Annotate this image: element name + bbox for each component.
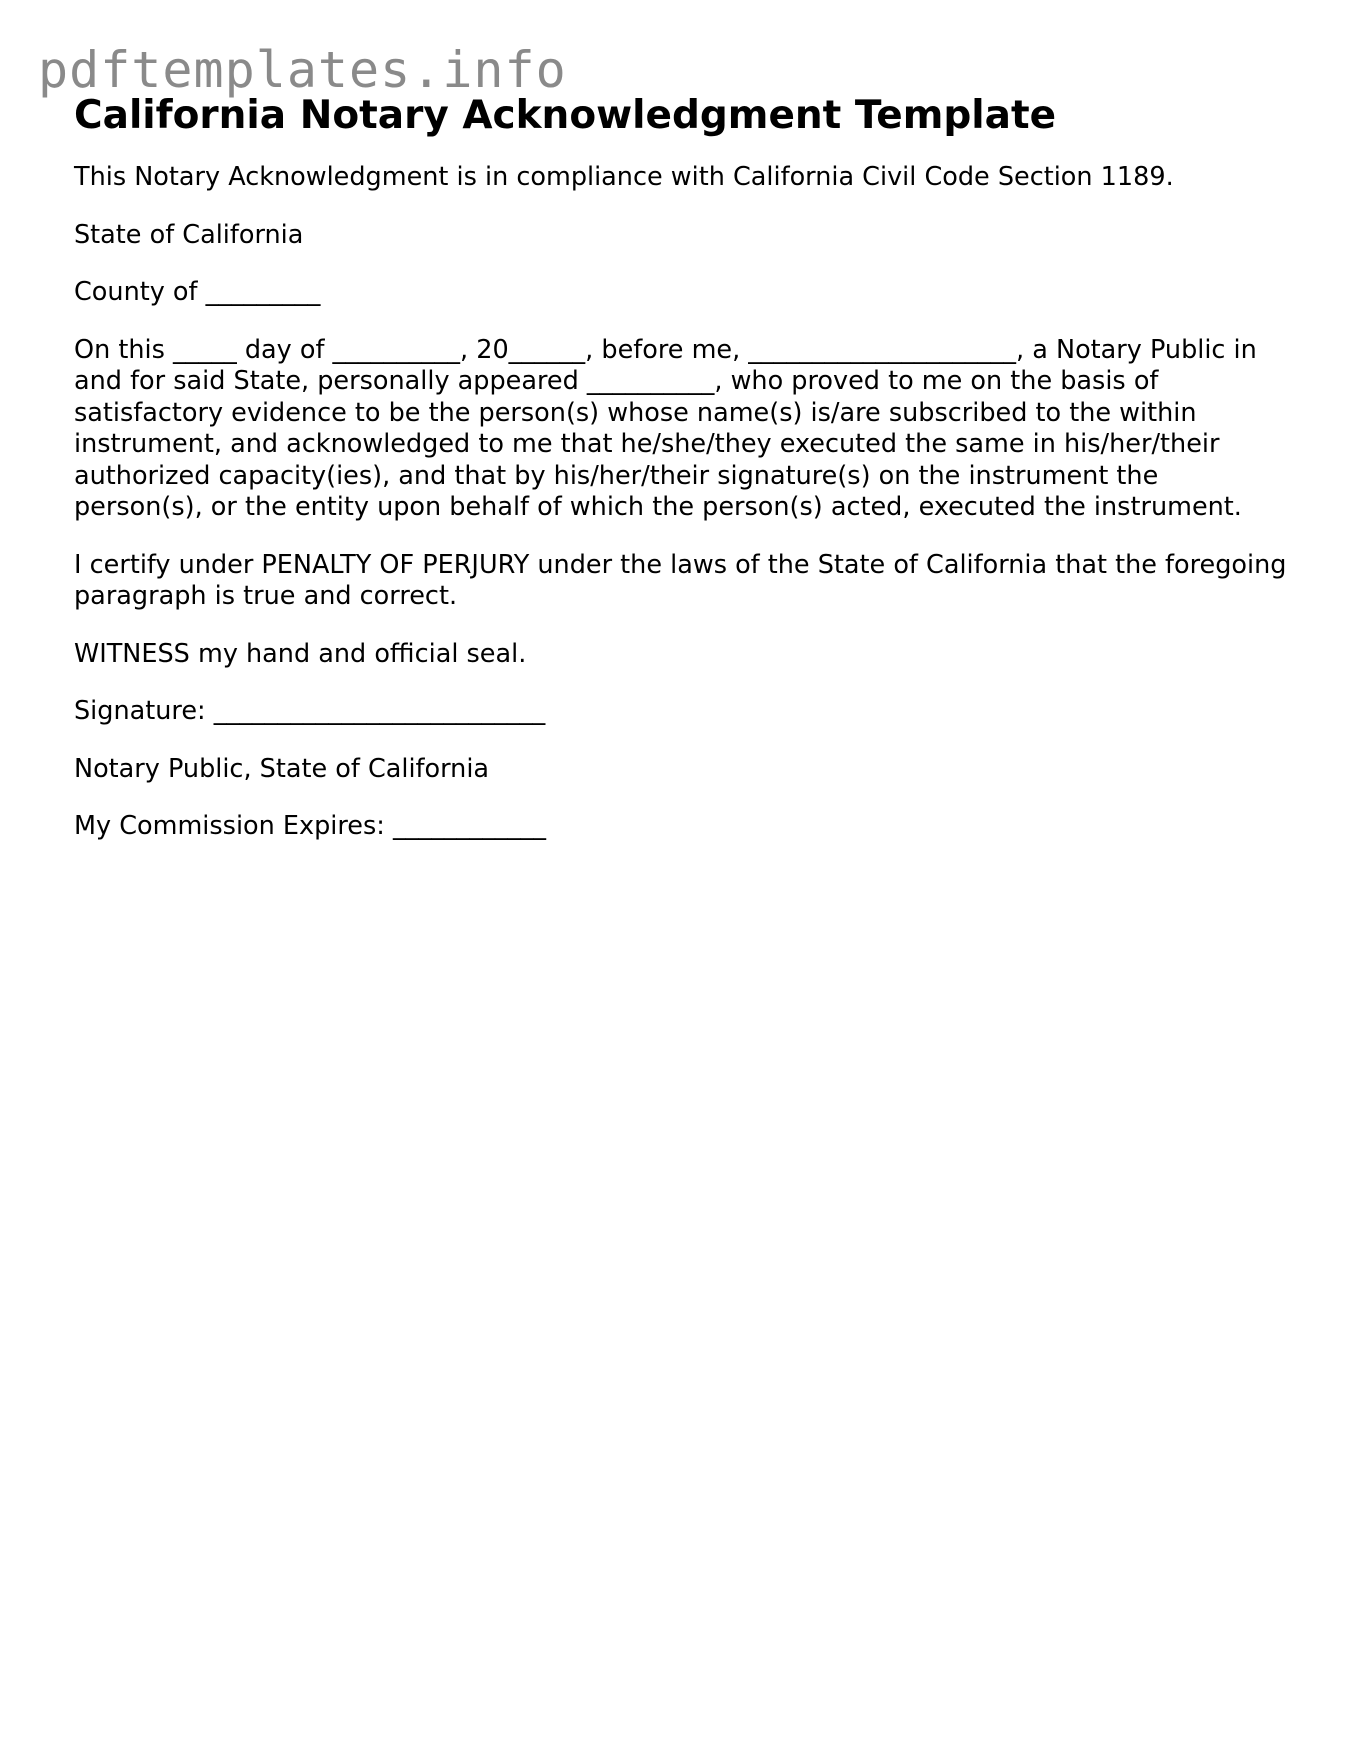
commission-expires-line: My Commission Expires: ____________: [74, 811, 546, 841]
watermark-logo: pdftemplates.info: [38, 41, 567, 99]
certify-paragraph: I certify under PENALTY OF PERJURY under the laws of the State of California that the foregoing paragraph is true and correct.: [74, 549, 1287, 611]
state-line: State of California: [74, 219, 304, 250]
acknowledgment-paragraph: On this _____ day of __________, 20______, before me, _____________________, a Notary Public in and for said State, personally appeared __________, who proved to me on the basis of satisfactory evidence to be the person(s) whose name(s) is/are subscribed to the within instrument, and acknowledged to me that he/she/they executed the same in his/her/their authorized capacity(ies), and that by his/her/their signature(s) on the instrument the person(s), or the entity upon behalf of which the person(s) acted, executed the instrument.: [74, 334, 1257, 522]
county-line: County of _________: [74, 277, 321, 307]
signature-line: Signature: __________________________: [74, 696, 546, 726]
intro-paragraph: This Notary Acknowledgment is in compliance with California Civil Code Section 1189.: [74, 162, 1174, 192]
document-body: [74, 88, 1294, 843]
document-title: California Notary Acknowledgment Template: [74, 93, 1057, 138]
notary-public-line: Notary Public, State of California: [74, 753, 490, 784]
witness-line: WITNESS my hand and official seal.: [74, 638, 527, 669]
